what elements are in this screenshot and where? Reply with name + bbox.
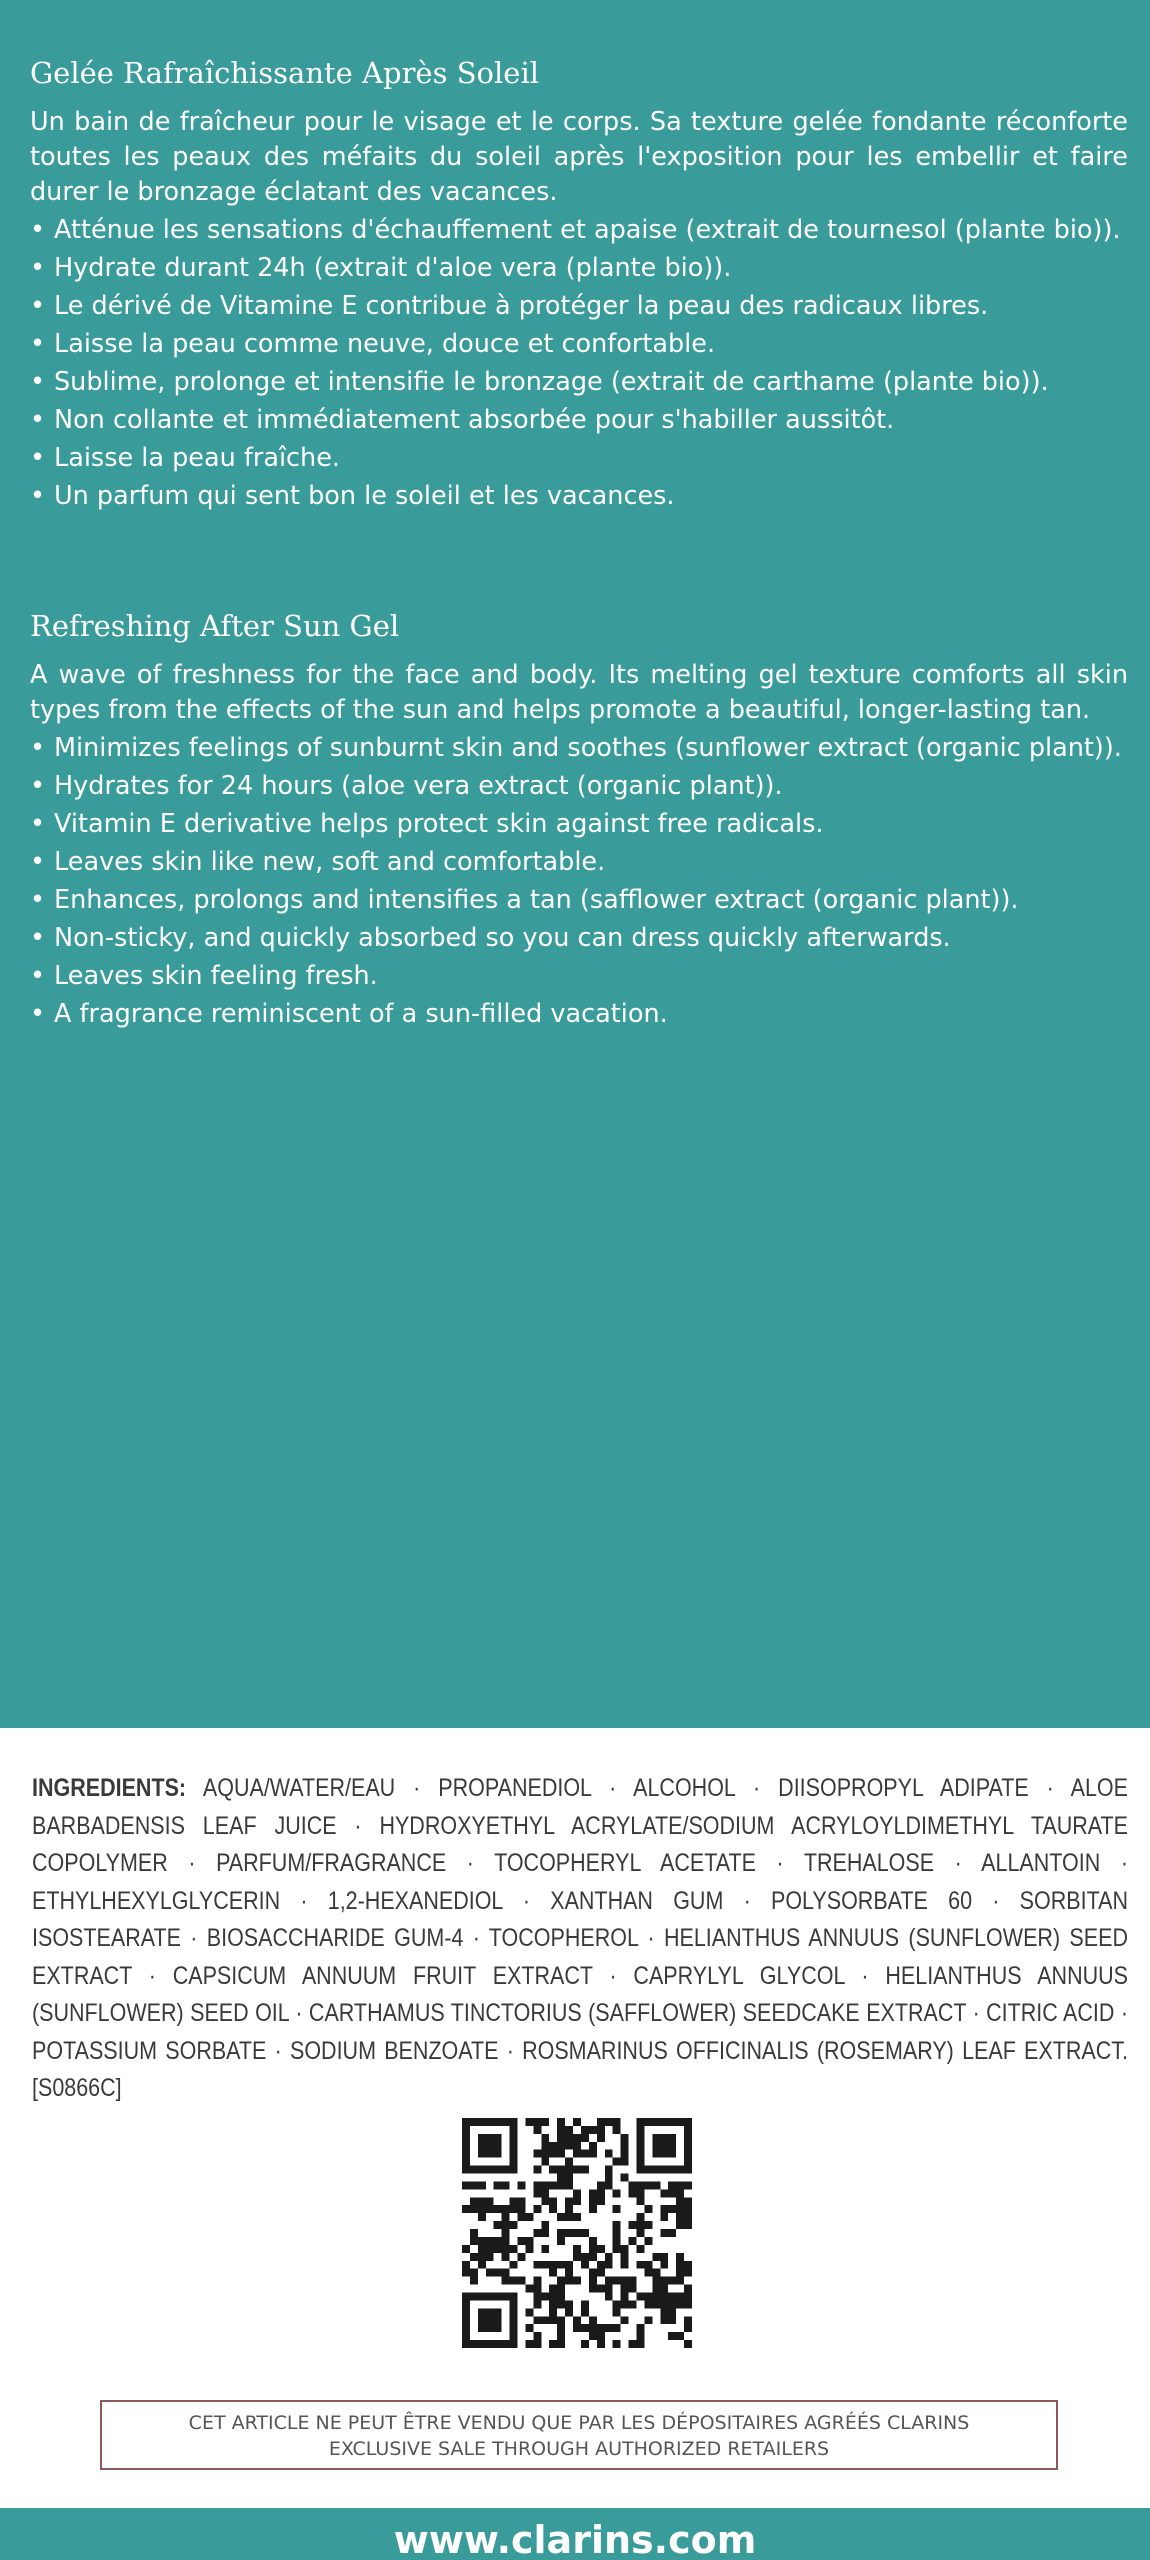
french-benefits-list (30, 213, 1128, 514)
website-link[interactable]: www.clarins.com (393, 2518, 757, 2560)
list-item: • Laisse la peau comme neuve, douce et confortable. (30, 329, 716, 359)
english-benefits-list (30, 731, 1128, 1032)
french-intro: Un bain de fraîcheur pour le visage et le corps. Sa texture gelée fondante réconforte toutes les peaux des méfaits du soleil après l'exposition pour les embellir et faire durer le bronzage éclatant des vacances. (30, 107, 1128, 207)
french-title: Gelée Rafraîchissante Après Soleil (30, 56, 540, 90)
list-item: • Atténue les sensations d'échauffement et apaise (extrait de tournesol (plante bio)). (30, 215, 1121, 245)
list-item: • Hydrates for 24 hours (aloe vera extract (organic plant)). (30, 771, 783, 801)
list-item: • Un parfum qui sent bon le soleil et les vacances. (30, 481, 675, 511)
list-item: • Leaves skin like new, soft and comfortable. (30, 847, 606, 877)
qr-code-icon[interactable] (462, 2118, 692, 2348)
french-section (30, 55, 1128, 514)
list-item: • Hydrate durant 24h (extrait d'aloe vera (plante bio)). (30, 253, 732, 283)
list-item: • Non collante et immédiatement absorbée pour s'habiller aussitôt. (30, 405, 895, 435)
ingredients-label: INGREDIENTS: (32, 1774, 187, 1802)
list-item: • Leaves skin feeling fresh. (30, 961, 378, 991)
list-item: • Enhances, prolongs and intensifies a tan (safflower extract (organic plant)). (30, 885, 1019, 915)
list-item: • Vitamin E derivative helps protect skin against free radicals. (30, 809, 824, 839)
english-intro: A wave of freshness for the face and body. Its melting gel texture comforts all skin types from the effects of the sun and helps promote a beautiful, longer-lasting tan. (30, 660, 1128, 725)
ingredients-block (32, 1770, 1128, 2108)
list-item: • Laisse la peau fraîche. (30, 443, 341, 473)
notice-line-english: EXCLUSIVE SALE THROUGH AUTHORIZED RETAILERS (328, 2438, 830, 2460)
authorized-retailer-notice (100, 2400, 1058, 2470)
english-section (30, 608, 1128, 1032)
list-item: • Le dérivé de Vitamine E contribue à protéger la peau des radicaux libres. (30, 291, 989, 321)
list-item: • A fragrance reminiscent of a sun-filled vacation. (30, 999, 668, 1029)
ingredients-text: AQUA/WATER/EAU · PROPANEDIOL · ALCOHOL · DIISOPROPYL ADIPATE · ALOE BARBADENSIS LEAF JUICE · HYDROXYETHYL ACRYLATE/SODIUM ACRYLOYLDIMETHYL TAURATE COPOLYMER · PARFUM/FRAGRANCE · TOCOPHERYL ACETATE · TREHALOSE · ALLANTOIN · ETHYLHEXYLGLYCERIN · 1,2-HEXANEDIOL · XANTHAN GUM · POLYSORBATE 60 · SORBITAN ISOSTEARATE · BIOSACCHARIDE GUM-4 · TOCOPHEROL · HELIANTHUS ANNUUS (SUNFLOWER) SEED EXTRACT · CAPSICUM ANNUUM FRUIT EXTRACT · CAPRYLYL GLYCOL · HELIANTHUS ANNUUS (SUNFLOWER) SEED OIL · CARTHAMUS TINCTORIUS (SAFFLOWER) SEEDCAKE EXTRACT · CITRIC ACID · POTASSIUM SORBATE · SODIUM BENZOATE · ROSMARINUS OFFICINALIS (ROSEMARY) LEAF EXTRACT. [S0866C] (32, 1774, 1128, 2102)
notice-line-french: CET ARTICLE NE PEUT ÊTRE VENDU QUE PAR LES DÉPOSITAIRES AGRÉÉS CLARINS (188, 2412, 970, 2434)
list-item: • Non-sticky, and quickly absorbed so you can dress quickly afterwards. (30, 923, 951, 953)
list-item: • Minimizes feelings of sunburnt skin and soothes (sunflower extract (organic plant)). (30, 733, 1122, 763)
list-item: • Sublime, prolonge et intensifie le bronzage (extrait de carthame (plante bio)). (30, 367, 1049, 397)
footer-bar (0, 2508, 1150, 2560)
english-title: Refreshing After Sun Gel (30, 609, 400, 643)
